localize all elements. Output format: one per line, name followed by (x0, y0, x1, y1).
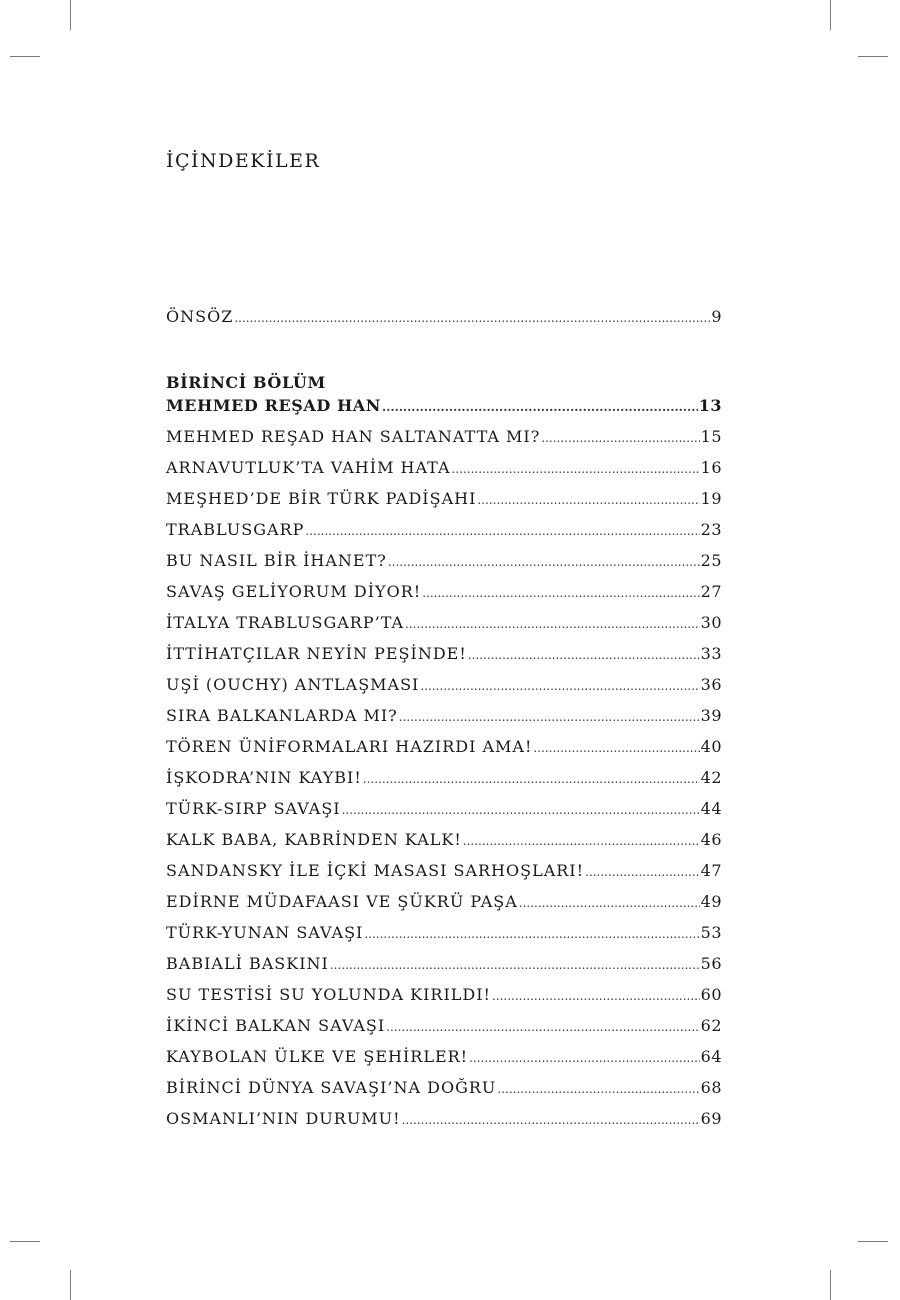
toc-entry (166, 489, 722, 520)
toc-entry-title: MEHMED REŞAD HAN SALTANATTA MI? (166, 427, 541, 446)
toc-part-title: MEHMED REŞAD HAN (166, 396, 382, 415)
toc-entry-title: SANDANSKY İLE İÇKİ MASASI SARHOŞLARI! (166, 861, 585, 880)
crop-mark-bottom-right-vertical (830, 1270, 831, 1300)
dot-leader (234, 311, 710, 325)
dot-leader (386, 1020, 699, 1034)
toc-entry-title: KALK BABA, KABRİNDEN KALK! (166, 830, 462, 849)
toc-entry-title: SIRA BALKANLARDA MI? (166, 706, 398, 725)
toc-entry-page: 42 (700, 768, 722, 787)
toc-entry (166, 830, 722, 861)
toc-entry-title: TÖREN ÜNİFORMALARI HAZIRDI AMA! (166, 737, 533, 756)
toc-entry (166, 613, 722, 644)
dot-leader (519, 896, 700, 910)
toc-part-page: 13 (698, 396, 722, 415)
toc-entry-title: MEŞHED’DE BİR TÜRK PADİŞAHI (166, 489, 477, 508)
dot-leader (305, 524, 699, 538)
toc-entry-title: TRABLUSGARP (166, 520, 305, 539)
toc-entry (166, 427, 722, 458)
toc-entry (166, 768, 722, 799)
toc-entry (166, 799, 722, 830)
crop-mark-bottom-left-horizontal (10, 1241, 40, 1242)
crop-mark-top-left-vertical (70, 0, 71, 30)
page-title: İÇİNDEKİLER (166, 150, 321, 172)
toc-entry-page: 30 (700, 613, 722, 632)
dot-leader (463, 834, 700, 848)
toc-entry-page: 62 (700, 1016, 722, 1035)
dot-leader (364, 927, 699, 941)
toc-entry-preface (166, 307, 722, 338)
dot-leader (477, 493, 699, 507)
toc-entry-page: 19 (700, 489, 722, 508)
dot-leader (388, 555, 700, 569)
toc-entry-title: UŞİ (OUCHY) ANTLAŞMASI (166, 675, 420, 694)
toc-entry-page: 27 (700, 582, 722, 601)
crop-mark-top-left-horizontal (10, 56, 40, 57)
toc-entry (166, 582, 722, 613)
toc-entry-title: KAYBOLAN ÜLKE VE ŞEHİRLER! (166, 1047, 469, 1066)
toc-entry-title: İKİNCİ BALKAN SAVAŞI (166, 1016, 386, 1035)
toc-entry-page: 64 (700, 1047, 722, 1066)
dot-leader (330, 958, 700, 972)
toc-entry (166, 675, 722, 706)
toc-entry-title: İŞKODRA’NIN KAYBI! (166, 768, 362, 787)
toc-entry (166, 954, 722, 985)
toc-entry-title: TÜRK-YUNAN SAVAŞI (166, 923, 364, 942)
dot-leader (420, 679, 699, 693)
toc-entry-page: 69 (700, 1109, 722, 1128)
dot-leader (405, 617, 700, 631)
toc-entry-title: TÜRK-SIRP SAVAŞI (166, 799, 341, 818)
toc-preface (166, 307, 722, 338)
toc-entry-page: 39 (700, 706, 722, 725)
toc-entry-page: 36 (700, 675, 722, 694)
toc-entry (166, 644, 722, 675)
toc-entry (166, 861, 722, 892)
dot-leader (342, 803, 700, 817)
toc-entry (166, 923, 722, 954)
dot-leader (422, 586, 699, 600)
toc-entry-page: 49 (700, 892, 722, 911)
toc-entry (166, 737, 722, 768)
toc-entry-title: ARNAVUTLUK’TA VAHİM HATA (166, 458, 451, 477)
dot-leader (469, 1051, 700, 1065)
toc-entry-page: 44 (700, 799, 722, 818)
crop-mark-bottom-left-vertical (70, 1270, 71, 1300)
toc-entry-title: SAVAŞ GELİYORUM DİYOR! (166, 582, 422, 601)
toc-entry-page: 9 (711, 307, 722, 326)
toc-entry (166, 1109, 722, 1140)
dot-leader (541, 431, 699, 445)
toc-entry-title: BU NASIL BİR İHANET? (166, 551, 387, 570)
toc-entry-page: 33 (700, 644, 722, 663)
dot-leader (468, 648, 700, 662)
crop-mark-top-right-horizontal (858, 56, 888, 57)
toc-entry-page: 46 (700, 830, 722, 849)
toc-entry-title: ÖNSÖZ (166, 307, 234, 326)
toc-entry-page: 25 (700, 551, 722, 570)
toc-entry-page: 15 (700, 427, 722, 446)
dot-leader (399, 710, 700, 724)
toc-entry (166, 1016, 722, 1047)
part-label: BİRİNCİ BÖLÜM (166, 373, 326, 392)
toc-entry-title: BİRİNCİ DÜNYA SAVAŞI’NA DOĞRU (166, 1078, 497, 1097)
toc-entry (166, 1078, 722, 1109)
toc-entry-title: BABIALİ BASKINI (166, 954, 329, 973)
toc-entry (166, 706, 722, 737)
dot-leader (492, 989, 700, 1003)
dot-leader (533, 741, 699, 755)
toc-entry-title: İTTİHATÇILAR NEYİN PEŞİNDE! (166, 644, 467, 663)
toc-entry-page: 68 (700, 1078, 722, 1097)
dot-leader (382, 400, 698, 414)
toc-entry-title: EDİRNE MÜDAFAASI VE ŞÜKRÜ PAŞA (166, 892, 518, 911)
toc-entry-page: 53 (700, 923, 722, 942)
toc-entry-page: 56 (700, 954, 722, 973)
dot-leader (452, 462, 700, 476)
crop-mark-top-right-vertical (830, 0, 831, 30)
toc-entry-page: 47 (700, 861, 722, 880)
toc-entry (166, 1047, 722, 1078)
crop-mark-bottom-right-horizontal (858, 1241, 888, 1242)
toc-entry-page: 16 (700, 458, 722, 477)
dot-leader (402, 1113, 700, 1127)
toc-part-title-row (166, 396, 722, 427)
toc-part-one (166, 370, 722, 1140)
toc-entry (166, 520, 722, 551)
toc-entry-page: 23 (700, 520, 722, 539)
toc-entry (166, 985, 722, 1016)
toc-entry-title: İTALYA TRABLUSGARP’TA (166, 613, 405, 632)
dot-leader (363, 772, 700, 786)
toc-entry (166, 458, 722, 489)
toc-entry (166, 551, 722, 582)
toc-entry-page: 60 (700, 985, 722, 1004)
toc-entry (166, 892, 722, 923)
dot-leader (497, 1082, 699, 1096)
toc-entry-page: 40 (700, 737, 722, 756)
toc-entry-title: OSMANLI’NIN DURUMU! (166, 1109, 401, 1128)
dot-leader (585, 865, 700, 879)
toc-entry-list (166, 427, 722, 1140)
toc-entry-title: SU TESTİSİ SU YOLUNDA KIRILDI! (166, 985, 491, 1004)
